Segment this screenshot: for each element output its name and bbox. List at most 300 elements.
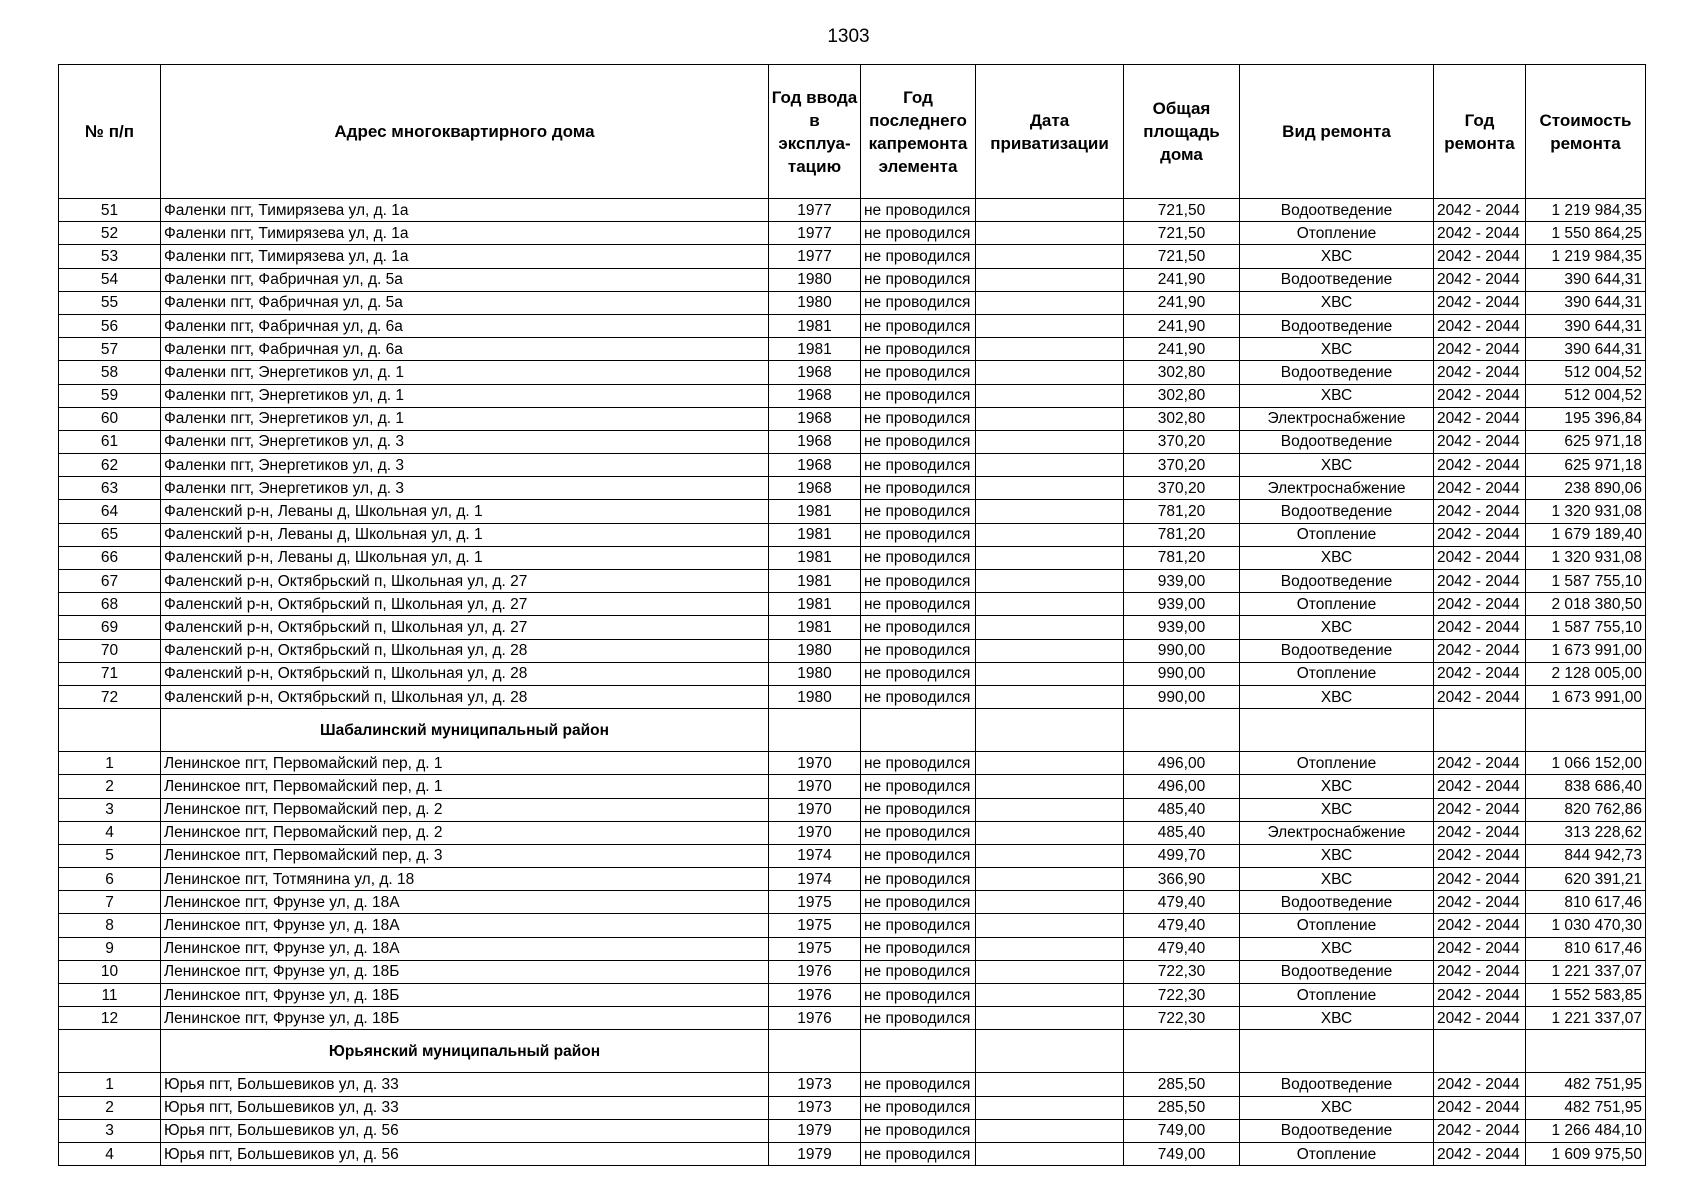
row-repair-period: 2042 - 2044: [1434, 454, 1526, 477]
row-number: 54: [59, 268, 161, 291]
row-repair-period: 2042 - 2044: [1434, 500, 1526, 523]
row-last-repair: не проводился: [861, 1096, 976, 1119]
row-address: Ленинское пгт, Первомайский пер, д. 1: [161, 775, 769, 798]
row-address: Ленинское пгт, Первомайский пер, д. 2: [161, 798, 769, 821]
row-repair-period: 2042 - 2044: [1434, 891, 1526, 914]
row-year-built: 1979: [769, 1119, 861, 1142]
row-repair-period: 2042 - 2044: [1434, 430, 1526, 453]
row-repair-type: ХВС: [1240, 291, 1434, 314]
section-header-row: [59, 709, 1646, 752]
row-area: 479,40: [1124, 914, 1240, 937]
row-area: 241,90: [1124, 268, 1240, 291]
row-address: Фаленский р-н, Леваны д, Школьная ул, д. 1: [161, 500, 769, 523]
row-repair-type: ХВС: [1240, 1007, 1434, 1030]
row-year-built: 1980: [769, 662, 861, 685]
row-number: 2: [59, 775, 161, 798]
table-body: [59, 199, 1646, 1166]
row-privatization: [976, 1096, 1124, 1119]
row-number: 3: [59, 798, 161, 821]
col-header-area: Общая площадь дома: [1124, 65, 1240, 199]
row-privatization: [976, 291, 1124, 314]
row-last-repair: не проводился: [861, 500, 976, 523]
row-privatization: [976, 384, 1124, 407]
row-privatization: [976, 868, 1124, 891]
row-repair-type: Отопление: [1240, 523, 1434, 546]
row-address: Фаленки пгт, Энергетиков ул, д. 1: [161, 384, 769, 407]
row-number: 6: [59, 868, 161, 891]
row-repair-type: ХВС: [1240, 844, 1434, 867]
section-empty-cell: [769, 709, 861, 752]
row-privatization: [976, 616, 1124, 639]
row-year-built: 1973: [769, 1096, 861, 1119]
section-empty-cell: [976, 709, 1124, 752]
row-year-built: 1981: [769, 616, 861, 639]
row-repair-period: 2042 - 2044: [1434, 361, 1526, 384]
row-repair-type: Отопление: [1240, 752, 1434, 775]
row-cost: 512 004,52: [1526, 361, 1646, 384]
row-number: 71: [59, 662, 161, 685]
row-repair-type: Отопление: [1240, 984, 1434, 1007]
row-number: 60: [59, 407, 161, 430]
row-cost: 1 550 864,25: [1526, 222, 1646, 245]
row-last-repair: не проводился: [861, 844, 976, 867]
row-cost: 838 686,40: [1526, 775, 1646, 798]
section-empty-cell: [1526, 1030, 1646, 1073]
row-privatization: [976, 639, 1124, 662]
row-cost: 2 018 380,50: [1526, 593, 1646, 616]
row-privatization: [976, 222, 1124, 245]
row-year-built: 1975: [769, 937, 861, 960]
row-repair-type: ХВС: [1240, 546, 1434, 569]
row-last-repair: не проводился: [861, 361, 976, 384]
row-cost: 390 644,31: [1526, 338, 1646, 361]
row-repair-period: 2042 - 2044: [1434, 384, 1526, 407]
row-year-built: 1981: [769, 500, 861, 523]
table-row: [59, 407, 1646, 430]
row-area: 990,00: [1124, 685, 1240, 708]
row-privatization: [976, 477, 1124, 500]
row-address: Ленинское пгт, Фрунзе ул, д. 18Б: [161, 1007, 769, 1030]
row-number: 4: [59, 821, 161, 844]
row-area: 721,50: [1124, 245, 1240, 268]
row-repair-period: 2042 - 2044: [1434, 937, 1526, 960]
row-area: 479,40: [1124, 891, 1240, 914]
table-row: [59, 639, 1646, 662]
row-area: 496,00: [1124, 775, 1240, 798]
row-repair-period: 2042 - 2044: [1434, 407, 1526, 430]
row-repair-period: 2042 - 2044: [1434, 821, 1526, 844]
row-last-repair: не проводился: [861, 384, 976, 407]
row-number: 12: [59, 1007, 161, 1030]
row-cost: 1 320 931,08: [1526, 546, 1646, 569]
row-number: 61: [59, 430, 161, 453]
table-row: [59, 984, 1646, 1007]
row-year-built: 1976: [769, 960, 861, 983]
row-privatization: [976, 245, 1124, 268]
row-year-built: 1981: [769, 570, 861, 593]
row-last-repair: не проводился: [861, 868, 976, 891]
row-privatization: [976, 891, 1124, 914]
row-area: 990,00: [1124, 639, 1240, 662]
row-year-built: 1981: [769, 593, 861, 616]
row-privatization: [976, 430, 1124, 453]
row-cost: 1 673 991,00: [1526, 685, 1646, 708]
row-privatization: [976, 268, 1124, 291]
col-header-cost: Стоимость ремонта: [1526, 65, 1646, 199]
row-year-built: 1970: [769, 798, 861, 821]
row-number: 55: [59, 291, 161, 314]
row-year-built: 1974: [769, 844, 861, 867]
table-row: [59, 616, 1646, 639]
row-privatization: [976, 500, 1124, 523]
section-empty-cell: [769, 1030, 861, 1073]
row-area: 370,20: [1124, 454, 1240, 477]
table-row: [59, 821, 1646, 844]
row-cost: 482 751,95: [1526, 1073, 1646, 1096]
row-last-repair: не проводился: [861, 477, 976, 500]
row-address: Фаленки пгт, Тимирязева ул, д. 1а: [161, 199, 769, 222]
row-number: 72: [59, 685, 161, 708]
table-row: [59, 199, 1646, 222]
row-area: 302,80: [1124, 384, 1240, 407]
row-repair-type: ХВС: [1240, 454, 1434, 477]
table-row: [59, 546, 1646, 569]
row-last-repair: не проводился: [861, 1007, 976, 1030]
repair-register-table: [58, 64, 1646, 1166]
row-address: Ленинское пгт, Первомайский пер, д. 3: [161, 844, 769, 867]
row-year-built: 1975: [769, 914, 861, 937]
row-last-repair: не проводился: [861, 1119, 976, 1142]
row-cost: 1 679 189,40: [1526, 523, 1646, 546]
section-empty-cell: [1434, 1030, 1526, 1073]
table-row: [59, 662, 1646, 685]
row-number: 1: [59, 752, 161, 775]
row-cost: 625 971,18: [1526, 430, 1646, 453]
row-cost: 238 890,06: [1526, 477, 1646, 500]
row-number: 52: [59, 222, 161, 245]
row-cost: 1 221 337,07: [1526, 960, 1646, 983]
row-repair-type: ХВС: [1240, 338, 1434, 361]
row-year-built: 1970: [769, 821, 861, 844]
section-header-row: [59, 1030, 1646, 1073]
row-repair-type: ХВС: [1240, 384, 1434, 407]
row-year-built: 1970: [769, 752, 861, 775]
row-repair-period: 2042 - 2044: [1434, 868, 1526, 891]
row-repair-period: 2042 - 2044: [1434, 593, 1526, 616]
row-area: 479,40: [1124, 937, 1240, 960]
row-privatization: [976, 662, 1124, 685]
row-last-repair: не проводился: [861, 685, 976, 708]
row-cost: 313 228,62: [1526, 821, 1646, 844]
table-row: [59, 752, 1646, 775]
row-last-repair: не проводился: [861, 662, 976, 685]
row-repair-period: 2042 - 2044: [1434, 338, 1526, 361]
row-number: 10: [59, 960, 161, 983]
row-cost: 1 587 755,10: [1526, 616, 1646, 639]
row-last-repair: не проводился: [861, 914, 976, 937]
row-repair-type: Водоотведение: [1240, 1119, 1434, 1142]
table-row: [59, 361, 1646, 384]
col-header-year-built: Год ввода в эксплуа-тацию: [769, 65, 861, 199]
table-row: [59, 268, 1646, 291]
row-year-built: 1977: [769, 245, 861, 268]
row-last-repair: не проводился: [861, 430, 976, 453]
row-year-built: 1980: [769, 639, 861, 662]
row-year-built: 1980: [769, 268, 861, 291]
row-area: 749,00: [1124, 1119, 1240, 1142]
table-row: [59, 685, 1646, 708]
row-cost: 195 396,84: [1526, 407, 1646, 430]
row-area: 241,90: [1124, 291, 1240, 314]
row-address: Фаленки пгт, Энергетиков ул, д. 1: [161, 361, 769, 384]
table-row: [59, 222, 1646, 245]
row-cost: 1 219 984,35: [1526, 245, 1646, 268]
table-row: [59, 384, 1646, 407]
row-address: Ленинское пгт, Фрунзе ул, д. 18А: [161, 914, 769, 937]
row-repair-type: Водоотведение: [1240, 500, 1434, 523]
row-year-built: 1968: [769, 454, 861, 477]
row-year-built: 1981: [769, 546, 861, 569]
row-cost: 844 942,73: [1526, 844, 1646, 867]
row-address: Фаленский р-н, Октябрьский п, Школьная ул, д. 27: [161, 616, 769, 639]
row-cost: 1 219 984,35: [1526, 199, 1646, 222]
row-address: Ленинское пгт, Фрунзе ул, д. 18Б: [161, 960, 769, 983]
row-last-repair: не проводился: [861, 616, 976, 639]
row-cost: 820 762,86: [1526, 798, 1646, 821]
row-year-built: 1979: [769, 1142, 861, 1165]
table-row: [59, 937, 1646, 960]
row-year-built: 1976: [769, 1007, 861, 1030]
section-empty-cell: [1124, 1030, 1240, 1073]
row-address: Фаленки пгт, Тимирязева ул, д. 1а: [161, 222, 769, 245]
row-address: Ленинское пгт, Фрунзе ул, д. 18А: [161, 891, 769, 914]
col-header-last-repair: Год последнего капремонта элемента: [861, 65, 976, 199]
row-year-built: 1977: [769, 199, 861, 222]
row-repair-period: 2042 - 2044: [1434, 268, 1526, 291]
row-year-built: 1968: [769, 477, 861, 500]
row-cost: 2 128 005,00: [1526, 662, 1646, 685]
row-last-repair: не проводился: [861, 1142, 976, 1165]
row-address: Фаленский р-н, Октябрьский п, Школьная ул, д. 28: [161, 639, 769, 662]
row-cost: 810 617,46: [1526, 891, 1646, 914]
row-cost: 1 221 337,07: [1526, 1007, 1646, 1030]
row-year-built: 1968: [769, 384, 861, 407]
row-privatization: [976, 593, 1124, 616]
row-repair-period: 2042 - 2044: [1434, 314, 1526, 337]
row-repair-period: 2042 - 2044: [1434, 570, 1526, 593]
row-last-repair: не проводился: [861, 891, 976, 914]
row-repair-period: 2042 - 2044: [1434, 685, 1526, 708]
row-area: 285,50: [1124, 1096, 1240, 1119]
row-cost: 1 609 975,50: [1526, 1142, 1646, 1165]
row-number: 59: [59, 384, 161, 407]
row-repair-type: Водоотведение: [1240, 1073, 1434, 1096]
row-number: 1: [59, 1073, 161, 1096]
row-cost: 1 066 152,00: [1526, 752, 1646, 775]
table-row: [59, 314, 1646, 337]
row-repair-type: Водоотведение: [1240, 570, 1434, 593]
row-number: 65: [59, 523, 161, 546]
row-address: Фаленки пгт, Фабричная ул, д. 5а: [161, 268, 769, 291]
row-number: 56: [59, 314, 161, 337]
table-row: [59, 1073, 1646, 1096]
row-last-repair: не проводился: [861, 291, 976, 314]
row-address: Фаленский р-н, Леваны д, Школьная ул, д. 1: [161, 523, 769, 546]
row-cost: 1 030 470,30: [1526, 914, 1646, 937]
row-privatization: [976, 1073, 1124, 1096]
row-cost: 1 587 755,10: [1526, 570, 1646, 593]
row-area: 990,00: [1124, 662, 1240, 685]
section-title: Юрьянский муниципальный район: [161, 1030, 769, 1073]
page-number: 1303: [827, 26, 870, 47]
row-number: 66: [59, 546, 161, 569]
row-area: 722,30: [1124, 960, 1240, 983]
row-privatization: [976, 844, 1124, 867]
row-repair-period: 2042 - 2044: [1434, 616, 1526, 639]
row-year-built: 1977: [769, 222, 861, 245]
row-area: 939,00: [1124, 570, 1240, 593]
row-area: 781,20: [1124, 523, 1240, 546]
row-number: 3: [59, 1119, 161, 1142]
row-repair-type: Отопление: [1240, 914, 1434, 937]
row-privatization: [976, 752, 1124, 775]
row-cost: 1 552 583,85: [1526, 984, 1646, 1007]
row-privatization: [976, 361, 1124, 384]
col-header-privatization: Дата приватизации: [976, 65, 1124, 199]
row-privatization: [976, 685, 1124, 708]
row-address: Фаленки пгт, Фабричная ул, д. 6а: [161, 314, 769, 337]
row-number: 11: [59, 984, 161, 1007]
row-area: 499,70: [1124, 844, 1240, 867]
row-address: Юрья пгт, Большевиков ул, д. 33: [161, 1073, 769, 1096]
row-cost: 1 266 484,10: [1526, 1119, 1646, 1142]
row-area: 939,00: [1124, 616, 1240, 639]
row-repair-type: ХВС: [1240, 775, 1434, 798]
section-title: Шабалинский муниципальный район: [161, 709, 769, 752]
row-last-repair: не проводился: [861, 268, 976, 291]
row-address: Юрья пгт, Большевиков ул, д. 33: [161, 1096, 769, 1119]
row-area: 241,90: [1124, 314, 1240, 337]
row-privatization: [976, 199, 1124, 222]
row-year-built: 1981: [769, 338, 861, 361]
row-address: Фаленский р-н, Октябрьский п, Школьная ул, д. 28: [161, 662, 769, 685]
section-empty-cell: [861, 709, 976, 752]
col-header-num: № п/п: [59, 65, 161, 199]
section-empty-cell: [1240, 709, 1434, 752]
row-number: 57: [59, 338, 161, 361]
row-last-repair: не проводился: [861, 338, 976, 361]
row-cost: 482 751,95: [1526, 1096, 1646, 1119]
row-last-repair: не проводился: [861, 222, 976, 245]
row-last-repair: не проводился: [861, 752, 976, 775]
row-number: 51: [59, 199, 161, 222]
row-year-built: 1980: [769, 685, 861, 708]
row-address: Ленинское пгт, Первомайский пер, д. 2: [161, 821, 769, 844]
row-repair-type: Водоотведение: [1240, 639, 1434, 662]
row-repair-period: 2042 - 2044: [1434, 291, 1526, 314]
row-number: 7: [59, 891, 161, 914]
row-last-repair: не проводился: [861, 523, 976, 546]
row-address: Фаленский р-н, Октябрьский п, Школьная ул, д. 27: [161, 570, 769, 593]
row-repair-period: 2042 - 2044: [1434, 1096, 1526, 1119]
row-last-repair: не проводился: [861, 199, 976, 222]
row-repair-type: Отопление: [1240, 1142, 1434, 1165]
row-repair-period: 2042 - 2044: [1434, 1007, 1526, 1030]
col-header-repair-type: Вид ремонта: [1240, 65, 1434, 199]
table-row: [59, 430, 1646, 453]
row-address: Фаленки пгт, Фабричная ул, д. 6а: [161, 338, 769, 361]
row-address: Фаленский р-н, Леваны д, Школьная ул, д. 1: [161, 546, 769, 569]
row-year-built: 1968: [769, 430, 861, 453]
row-number: 64: [59, 500, 161, 523]
row-area: 370,20: [1124, 430, 1240, 453]
row-number: 58: [59, 361, 161, 384]
table-row: [59, 775, 1646, 798]
row-repair-period: 2042 - 2044: [1434, 984, 1526, 1007]
row-last-repair: не проводился: [861, 1073, 976, 1096]
section-empty-cell: [1526, 709, 1646, 752]
row-repair-type: ХВС: [1240, 245, 1434, 268]
row-repair-type: Отопление: [1240, 662, 1434, 685]
table-row: [59, 593, 1646, 616]
row-privatization: [976, 523, 1124, 546]
row-privatization: [976, 1142, 1124, 1165]
row-repair-period: 2042 - 2044: [1434, 546, 1526, 569]
row-cost: 625 971,18: [1526, 454, 1646, 477]
table-row: [59, 523, 1646, 546]
row-privatization: [976, 407, 1124, 430]
row-year-built: 1981: [769, 314, 861, 337]
table-row: [59, 1142, 1646, 1165]
row-year-built: 1974: [769, 868, 861, 891]
row-year-built: 1975: [769, 891, 861, 914]
row-area: 485,40: [1124, 821, 1240, 844]
row-area: 485,40: [1124, 798, 1240, 821]
row-repair-period: 2042 - 2044: [1434, 775, 1526, 798]
row-area: 366,90: [1124, 868, 1240, 891]
row-last-repair: не проводился: [861, 454, 976, 477]
row-last-repair: не проводился: [861, 775, 976, 798]
section-empty-cell: [59, 1030, 161, 1073]
row-privatization: [976, 937, 1124, 960]
row-number: 9: [59, 937, 161, 960]
row-privatization: [976, 960, 1124, 983]
table-row: [59, 477, 1646, 500]
row-privatization: [976, 775, 1124, 798]
row-repair-type: Водоотведение: [1240, 361, 1434, 384]
row-privatization: [976, 338, 1124, 361]
row-repair-period: 2042 - 2044: [1434, 960, 1526, 983]
row-address: Ленинское пгт, Первомайский пер, д. 1: [161, 752, 769, 775]
row-number: 5: [59, 844, 161, 867]
row-repair-type: ХВС: [1240, 685, 1434, 708]
table-row: [59, 1096, 1646, 1119]
row-privatization: [976, 821, 1124, 844]
table-row: [59, 798, 1646, 821]
row-address: Ленинское пгт, Тотмянина ул, д. 18: [161, 868, 769, 891]
row-number: 70: [59, 639, 161, 662]
row-repair-type: ХВС: [1240, 868, 1434, 891]
row-last-repair: не проводился: [861, 546, 976, 569]
row-number: 53: [59, 245, 161, 268]
row-area: 781,20: [1124, 546, 1240, 569]
row-area: 302,80: [1124, 361, 1240, 384]
row-area: 781,20: [1124, 500, 1240, 523]
row-repair-type: ХВС: [1240, 798, 1434, 821]
row-year-built: 1976: [769, 984, 861, 1007]
table-row: [59, 844, 1646, 867]
row-last-repair: не проводился: [861, 639, 976, 662]
